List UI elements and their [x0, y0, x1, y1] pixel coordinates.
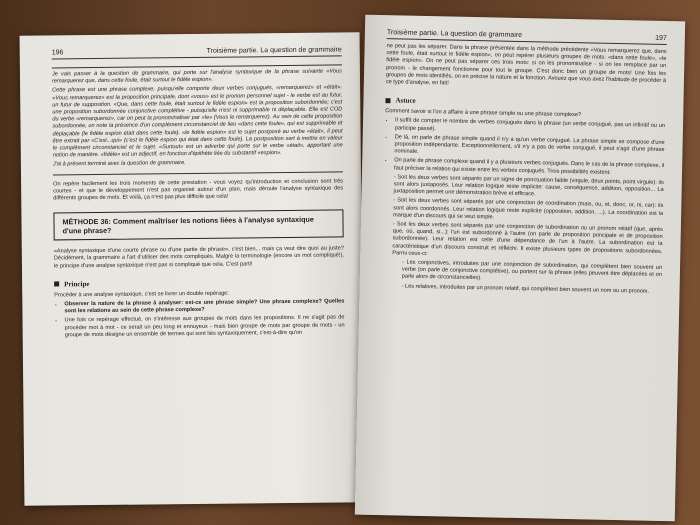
- list-item: - Les conjonctives, introduites par une conjonction de subordination, qui complètent bien souvent un verbe (on parle de conjonctive complétive), ou portent sur la phrase (elles peuvent être déplacées et on parle alors de circonstancielles).: [402, 260, 662, 287]
- list-item: • Il suffit de compter le nombre de verbes conjugués dans la phrase (un verbe conjugué, pas un infinitif ou un participe passé).: [395, 118, 665, 138]
- dash-list: [382, 174, 664, 263]
- list-item: • Observer la nature de la phrase à analyser: est-ce une phrase simple? Une phrase complexe? Quelles sont les relations au sein de cette phrase complexe?: [64, 298, 344, 315]
- list-item: - Soit les deux verbes sont séparés par une conjonction de coordination (mais, ou, et, donc, or, ni, car): ils sont alors coordonnés. Leur relation logique reste explicite (opposition, addition, ...). La coordination est la marque d'un discours qui se veut simple.: [393, 198, 663, 225]
- bullet-list: [384, 118, 665, 178]
- list-item: - Soit les deux verbes sont séparés par une conjonction de subordination ou un pronom relatif (que, après que, où, quand, si...): l'un est subordonné à l'autre (on parle de proposition principale et de proposition subordonnée). Leur relation est celle d'une dépendance de l'un à l'autre. La subordination est la caractéristique d'un discours construit et réfléchi. Il existe plusieurs types de propositions subordonnées. Parmi ceux-ci:: [392, 221, 663, 263]
- page-number: 197: [655, 34, 667, 43]
- bullet-list: [54, 298, 344, 339]
- list-item: • De là, on parle de phrase simple quand il n'y a qu'un verbe conjugué. La phrase simple se compose d'une proposition indépendante. Exceptionnellement, s'il n'y a pas de verbe conjugué, il peut s'agir d'une phrase nominale.: [394, 134, 664, 161]
- section-title: Principe: [64, 279, 90, 289]
- list-item: - Soit les deux verbes sont séparés par un signe de ponctuation faible (virgule, deux points, point virgule): ils sont alors juxtaposés. Leur relation logique reste implicite: cause, conséquence, addition, opposition... La juxtaposition permet une démonstration brève et efficace.: [393, 174, 663, 201]
- paragraph: ne peut pas les séparer. Dans la phrase présentée dans la méthode précédente «Vous remarquerez que, dans cette foule, était surtout le fidèle espion», on peut repérer plusieurs groupes de mots: «dans cette foule», «le fidèle espion». On ne peut pas séparer ces trois mots: si on les pronominalise - si on les remplace par un pronom - le changement fonctionne pour tout le groupe. C'est donc bien un groupe de mots! Une fois les groupes de mots identifiés, on en précise la nature et la fonction. Avouez que vous avez l'habitude de procéder à ce type d'analyse, en fait!: [385, 43, 667, 87]
- running-head: [387, 29, 667, 45]
- section-heading: [54, 277, 344, 288]
- right-page: [355, 15, 685, 522]
- method-title-box: MÉTHODE 36: Comment maîtriser les notions liées à l'analyse syntaxique d'une phrase?: [53, 210, 343, 241]
- list-item: - Les relatives, introduites par un pronom relatif, qui complètent bien souvent un nom ou un pronom.: [402, 283, 662, 296]
- section-heading: [385, 96, 665, 110]
- section-title: Astuce: [395, 96, 416, 105]
- paragraph: J'ai à présent terminé avec la question de grammaire.: [52, 160, 186, 168]
- paragraph: Cette phrase est une phrase complexe, puisqu'elle comporte deux verbes conjugués, «remarquerez» et «était». «Vous remarquerez» est la proposition principale, dont «vous» est le pronom personnel sujet - le verbe est au futur, un futur de supposition. «Que, dans cette foule, était surtout le fidèle espion» est la proposition subordonnée; c'est une proposition subordonnée conjonctive complétive - puisqu'elle n'est ni supprimable ni déplaçable. Elle est COD du verbe «remarquerez», car on peut la pronominaliser par «le» (Vous le remarquerez). Au sein de cette proposition subordonnée, on note la présence d'un complément circonstanciel de lieu «dans cette foule», qui est supprimable et déplaçable (le fidèle espion était dans cette foule). «le fidèle espion» est le sujet postposé au verbe «était», il peut être extrait par «C'est...qui» (c'est le fidèle espion qui était dans cette foule). La postposition sert à mettre en valeur le complément circonstanciel et le sujet. «Surtout» est un adverbe qui porte sur le verbe «était», apportant une notion de manière. «fidèle» est un adjectif, en fonction d'épithète liée du substantif «espion».: [52, 84, 343, 159]
- square-bullet-icon: [54, 282, 59, 287]
- running-head-title: Troisième partie. La question de grammaire: [386, 29, 523, 39]
- running-head-title: Troisième partie. La question de grammaire: [206, 46, 342, 55]
- page-number: 196: [51, 49, 64, 57]
- list-item: • On parle de phrase complexe quand il y a plusieurs verbes conjugués. Dans le cas de la phrase complexe, il faut préciser la relation qui existe entre les verbes conjugués. Trois possibilités existent:: [394, 158, 664, 178]
- list-item: • Une fois ce repérage effectué, on s'intéresse aux groupes de mots dans les propositions. Il ne s'agit pas de procéder mot à mot - ce serait un peu long et ennuyeux - mais bien groupe de mots par groupe de mots - un groupe de mots désigne un ensemble de termes qui sont liés syntaxiquement, c'est-à-dire qu'on: [65, 315, 345, 340]
- paragraph: Procéder à une analyse syntaxique, c'est se livrer un double repérage:: [54, 290, 229, 299]
- paragraph: Comment savoir si l'on a affaire à une phrase simple ou une phrase complexe?: [385, 108, 582, 119]
- square-bullet-icon: [385, 98, 390, 103]
- running-head: [52, 46, 342, 59]
- paragraph: «Analyse syntaxique d'une courte phrase ou d'une partie de phrase», c'est bien... mais ça veut dire quoi au juste? Décidément, la grammaire a l'art d'utiliser des mots compliqués. Malgré la terminologie (encore un mot compliqué!), le principe d'une analyse syntaxique n'est pas si compliqué que cela. C'est parti!: [53, 245, 344, 270]
- sub-dash-list: [382, 259, 663, 296]
- left-page: [20, 32, 365, 506]
- paragraph: On repère facilement les trois moments de cette prestation - vous voyez qu'introduction et conclusion sont très courtes - et que le développement n'est pas organisé autour d'un plan, mais déroule l'analyse syntaxique des différents groupes de mots. Et voilà, ça n'est pas plus difficile que cela!: [53, 178, 344, 202]
- paragraph: Je vais passer à la question de grammaire, qui porte sur l'analyse syntaxique de la phrase suivante «Vous remarquerez que, dans cette foule, était surtout le fidèle espion».: [51, 68, 342, 85]
- sample-answer-box: [52, 64, 343, 175]
